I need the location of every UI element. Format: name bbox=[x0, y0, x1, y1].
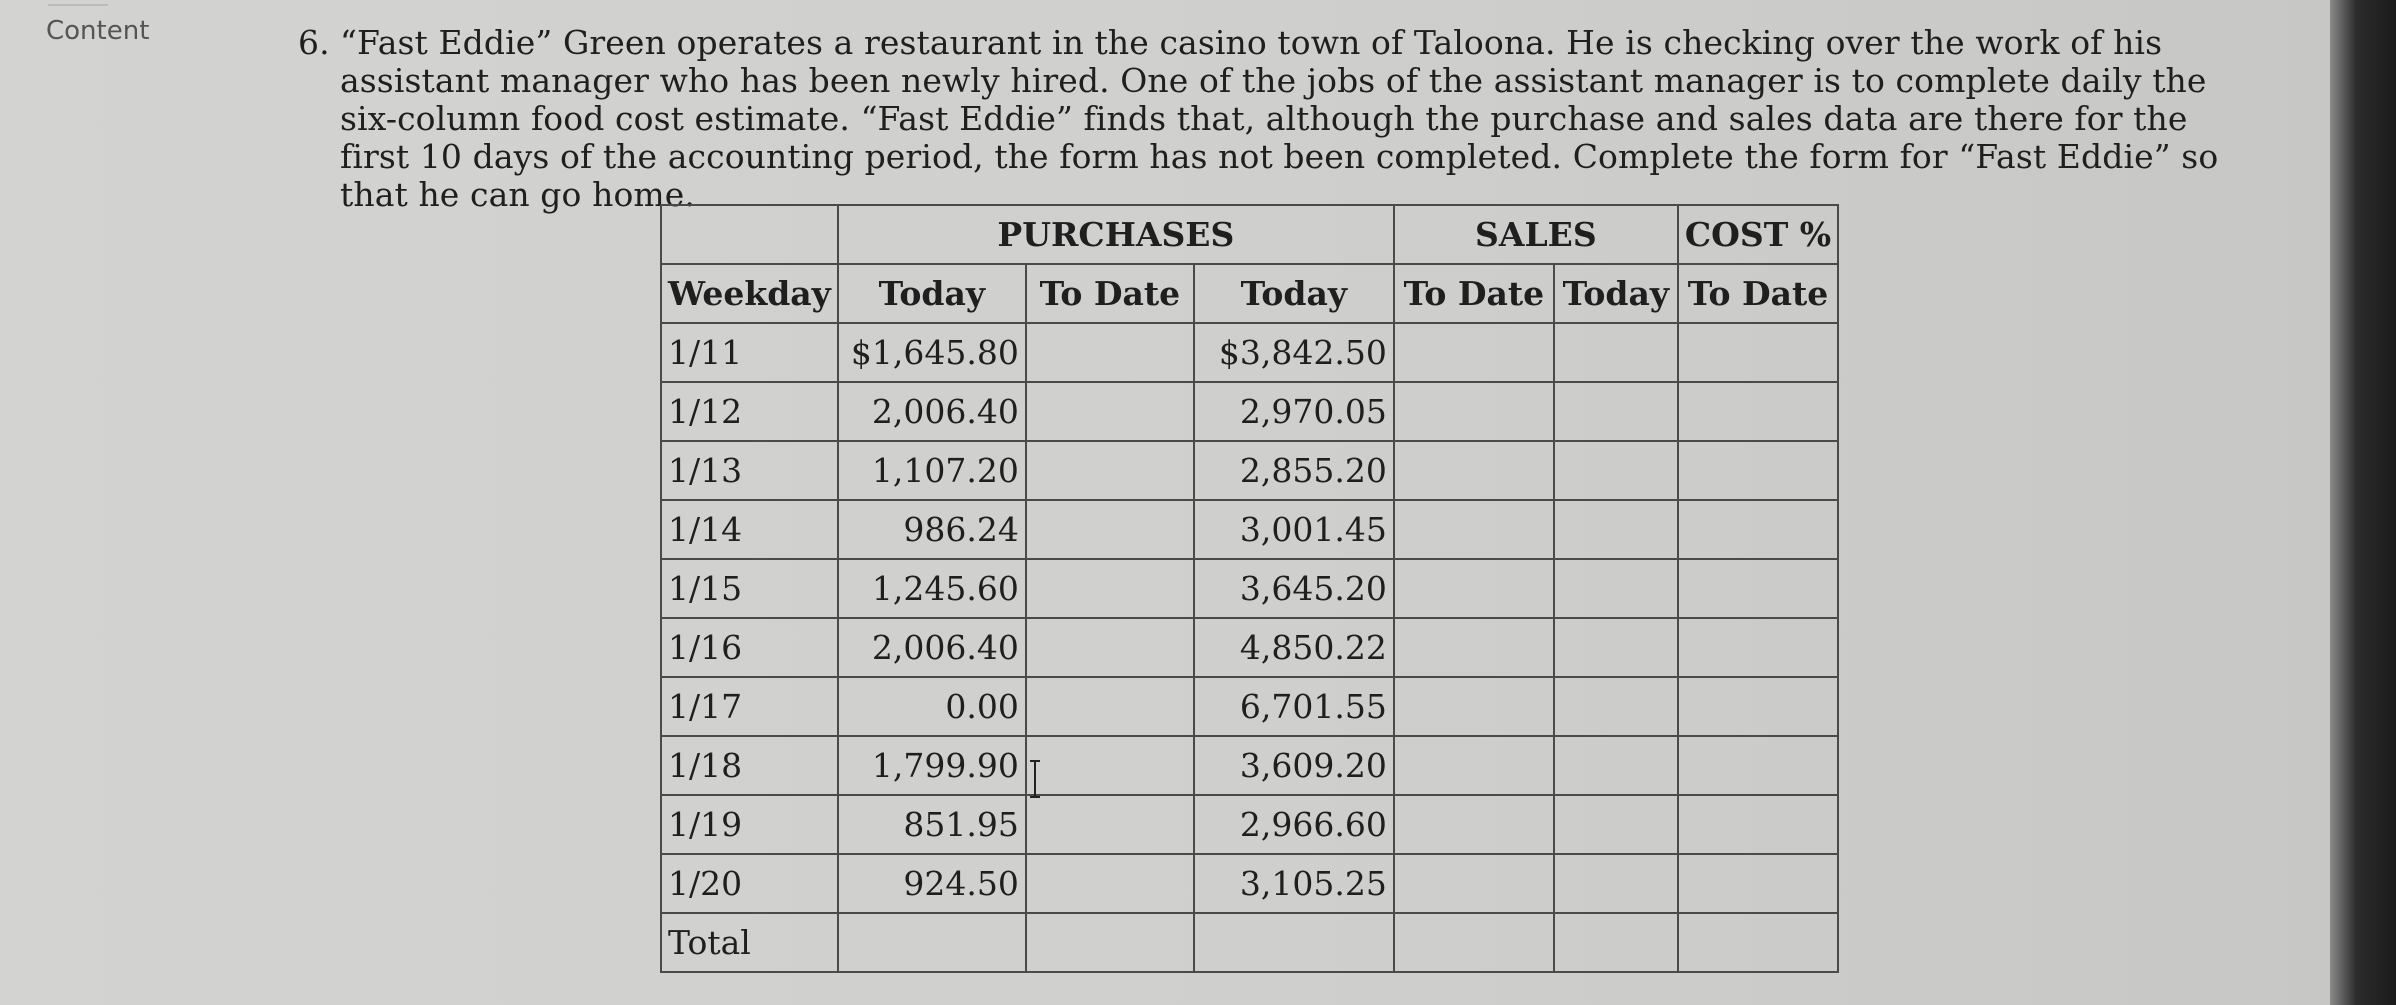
cost-to-date-cell[interactable] bbox=[1678, 854, 1838, 913]
sales-today-cell[interactable] bbox=[1194, 913, 1394, 972]
cost-to-date-cell[interactable] bbox=[1678, 795, 1838, 854]
cost-today-cell[interactable] bbox=[1554, 913, 1678, 972]
day-cell: 1/12 bbox=[661, 382, 838, 441]
column-header: Today bbox=[1554, 264, 1678, 323]
sales-to-date-cell[interactable] bbox=[1394, 500, 1554, 559]
purchases-to-date-cell[interactable] bbox=[1026, 736, 1194, 795]
cost-to-date-cell[interactable] bbox=[1678, 500, 1838, 559]
purchases-to-date-cell[interactable] bbox=[1026, 913, 1194, 972]
day-cell: 1/20 bbox=[661, 854, 838, 913]
sales-to-date-cell[interactable] bbox=[1394, 854, 1554, 913]
sales-today-cell[interactable]: 3,001.45 bbox=[1194, 500, 1394, 559]
table-row bbox=[661, 736, 1838, 795]
cost-today-cell[interactable] bbox=[1554, 677, 1678, 736]
purchases-today-cell[interactable]: 924.50 bbox=[838, 854, 1026, 913]
purchases-to-date-cell[interactable] bbox=[1026, 323, 1194, 382]
day-cell: 1/18 bbox=[661, 736, 838, 795]
cost-to-date-cell[interactable] bbox=[1678, 559, 1838, 618]
cost-today-cell[interactable] bbox=[1554, 500, 1678, 559]
problem-statement bbox=[298, 24, 2238, 214]
sales-to-date-cell[interactable] bbox=[1394, 913, 1554, 972]
sales-to-date-cell[interactable] bbox=[1394, 677, 1554, 736]
cost-today-cell[interactable] bbox=[1554, 323, 1678, 382]
sales-today-cell[interactable]: 6,701.55 bbox=[1194, 677, 1394, 736]
cost-to-date-cell[interactable] bbox=[1678, 441, 1838, 500]
table-row bbox=[661, 618, 1838, 677]
sales-to-date-cell[interactable] bbox=[1394, 323, 1554, 382]
table-row bbox=[661, 559, 1838, 618]
sales-to-date-cell[interactable] bbox=[1394, 441, 1554, 500]
table-row bbox=[661, 677, 1838, 736]
day-cell: Total bbox=[661, 913, 838, 972]
table-row bbox=[661, 500, 1838, 559]
cost-to-date-cell[interactable] bbox=[1678, 382, 1838, 441]
purchases-to-date-cell[interactable] bbox=[1026, 500, 1194, 559]
purchases-today-cell[interactable]: $1,645.80 bbox=[838, 323, 1026, 382]
sales-group-header: SALES bbox=[1394, 205, 1678, 264]
sales-to-date-cell[interactable] bbox=[1394, 559, 1554, 618]
cost-to-date-cell[interactable] bbox=[1678, 323, 1838, 382]
day-cell: 1/14 bbox=[661, 500, 838, 559]
cost-today-cell[interactable] bbox=[1554, 441, 1678, 500]
cost-today-cell[interactable] bbox=[1554, 736, 1678, 795]
sales-to-date-cell[interactable] bbox=[1394, 736, 1554, 795]
purchases-today-cell[interactable]: 1,245.60 bbox=[838, 559, 1026, 618]
column-header: To Date bbox=[1394, 264, 1554, 323]
purchases-today-cell[interactable]: 0.00 bbox=[838, 677, 1026, 736]
sales-today-cell[interactable]: 3,609.20 bbox=[1194, 736, 1394, 795]
purchases-today-cell[interactable]: 986.24 bbox=[838, 500, 1026, 559]
cost-to-date-cell[interactable] bbox=[1678, 618, 1838, 677]
column-header: Today bbox=[1194, 264, 1394, 323]
purchases-today-cell[interactable]: 851.95 bbox=[838, 795, 1026, 854]
purchases-to-date-cell[interactable] bbox=[1026, 677, 1194, 736]
purchases-today-cell[interactable]: 2,006.40 bbox=[838, 382, 1026, 441]
column-header: Today bbox=[838, 264, 1026, 323]
purchases-to-date-cell[interactable] bbox=[1026, 382, 1194, 441]
cost-today-cell[interactable] bbox=[1554, 854, 1678, 913]
text-cursor-icon bbox=[1028, 760, 1042, 798]
day-cell: 1/15 bbox=[661, 559, 838, 618]
purchases-to-date-cell[interactable] bbox=[1026, 854, 1194, 913]
day-cell: 1/17 bbox=[661, 677, 838, 736]
sales-today-cell[interactable]: 3,645.20 bbox=[1194, 559, 1394, 618]
sales-today-cell[interactable]: 2,970.05 bbox=[1194, 382, 1394, 441]
sales-today-cell[interactable]: 2,855.20 bbox=[1194, 441, 1394, 500]
sidebar-content-label: Content bbox=[46, 16, 150, 46]
cost-to-date-cell[interactable] bbox=[1678, 677, 1838, 736]
purchases-today-cell[interactable]: 1,799.90 bbox=[838, 736, 1026, 795]
cost-to-date-cell[interactable] bbox=[1678, 913, 1838, 972]
cost-group-header: COST % bbox=[1678, 205, 1838, 264]
cost-to-date-cell[interactable] bbox=[1678, 736, 1838, 795]
device-edge bbox=[2330, 0, 2396, 1005]
cropped-text-top bbox=[48, 0, 108, 6]
day-cell: 1/11 bbox=[661, 323, 838, 382]
sales-today-cell[interactable]: $3,842.50 bbox=[1194, 323, 1394, 382]
sales-to-date-cell[interactable] bbox=[1394, 382, 1554, 441]
food-cost-form bbox=[660, 204, 1839, 973]
day-cell: 1/19 bbox=[661, 795, 838, 854]
sales-today-cell[interactable]: 4,850.22 bbox=[1194, 618, 1394, 677]
table-row bbox=[661, 913, 1838, 972]
purchases-to-date-cell[interactable] bbox=[1026, 441, 1194, 500]
sales-today-cell[interactable]: 2,966.60 bbox=[1194, 795, 1394, 854]
weekday-group-blank bbox=[661, 205, 838, 264]
purchases-to-date-cell[interactable] bbox=[1026, 618, 1194, 677]
sales-to-date-cell[interactable] bbox=[1394, 795, 1554, 854]
column-header: To Date bbox=[1678, 264, 1838, 323]
problem-number: 6. bbox=[298, 23, 330, 62]
purchases-group-header: PURCHASES bbox=[838, 205, 1394, 264]
cost-today-cell[interactable] bbox=[1554, 382, 1678, 441]
sales-today-cell[interactable]: 3,105.25 bbox=[1194, 854, 1394, 913]
column-header: To Date bbox=[1026, 264, 1194, 323]
table-row bbox=[661, 323, 1838, 382]
day-cell: 1/16 bbox=[661, 618, 838, 677]
table-row bbox=[661, 795, 1838, 854]
table-row bbox=[661, 854, 1838, 913]
table-row bbox=[661, 441, 1838, 500]
group-header-row bbox=[661, 205, 1838, 264]
purchases-to-date-cell[interactable] bbox=[1026, 795, 1194, 854]
cost-today-cell[interactable] bbox=[1554, 559, 1678, 618]
table-row bbox=[661, 382, 1838, 441]
purchases-today-cell[interactable]: 1,107.20 bbox=[838, 441, 1026, 500]
cost-today-cell[interactable] bbox=[1554, 795, 1678, 854]
column-header: Weekday bbox=[661, 264, 838, 323]
sales-to-date-cell[interactable] bbox=[1394, 618, 1554, 677]
purchases-today-cell[interactable] bbox=[838, 913, 1026, 972]
day-cell: 1/13 bbox=[661, 441, 838, 500]
problem-text: “Fast Eddie” Green operates a restaurant in the casino town of Taloona. He is checking over the work of his assistant manager who has been newly hired. One of the jobs of the assistant manager is to complete daily the six-column food cost estimate. “Fast Eddie” finds that, although the purchase and sales data are there for the first 10 days of the accounting period, the form has not been completed. Complete the form for “Fast Eddie” so that he can go home. bbox=[340, 23, 2219, 214]
cost-today-cell[interactable] bbox=[1554, 618, 1678, 677]
purchases-today-cell[interactable]: 2,006.40 bbox=[838, 618, 1026, 677]
column-header-row bbox=[661, 264, 1838, 323]
purchases-to-date-cell[interactable] bbox=[1026, 559, 1194, 618]
